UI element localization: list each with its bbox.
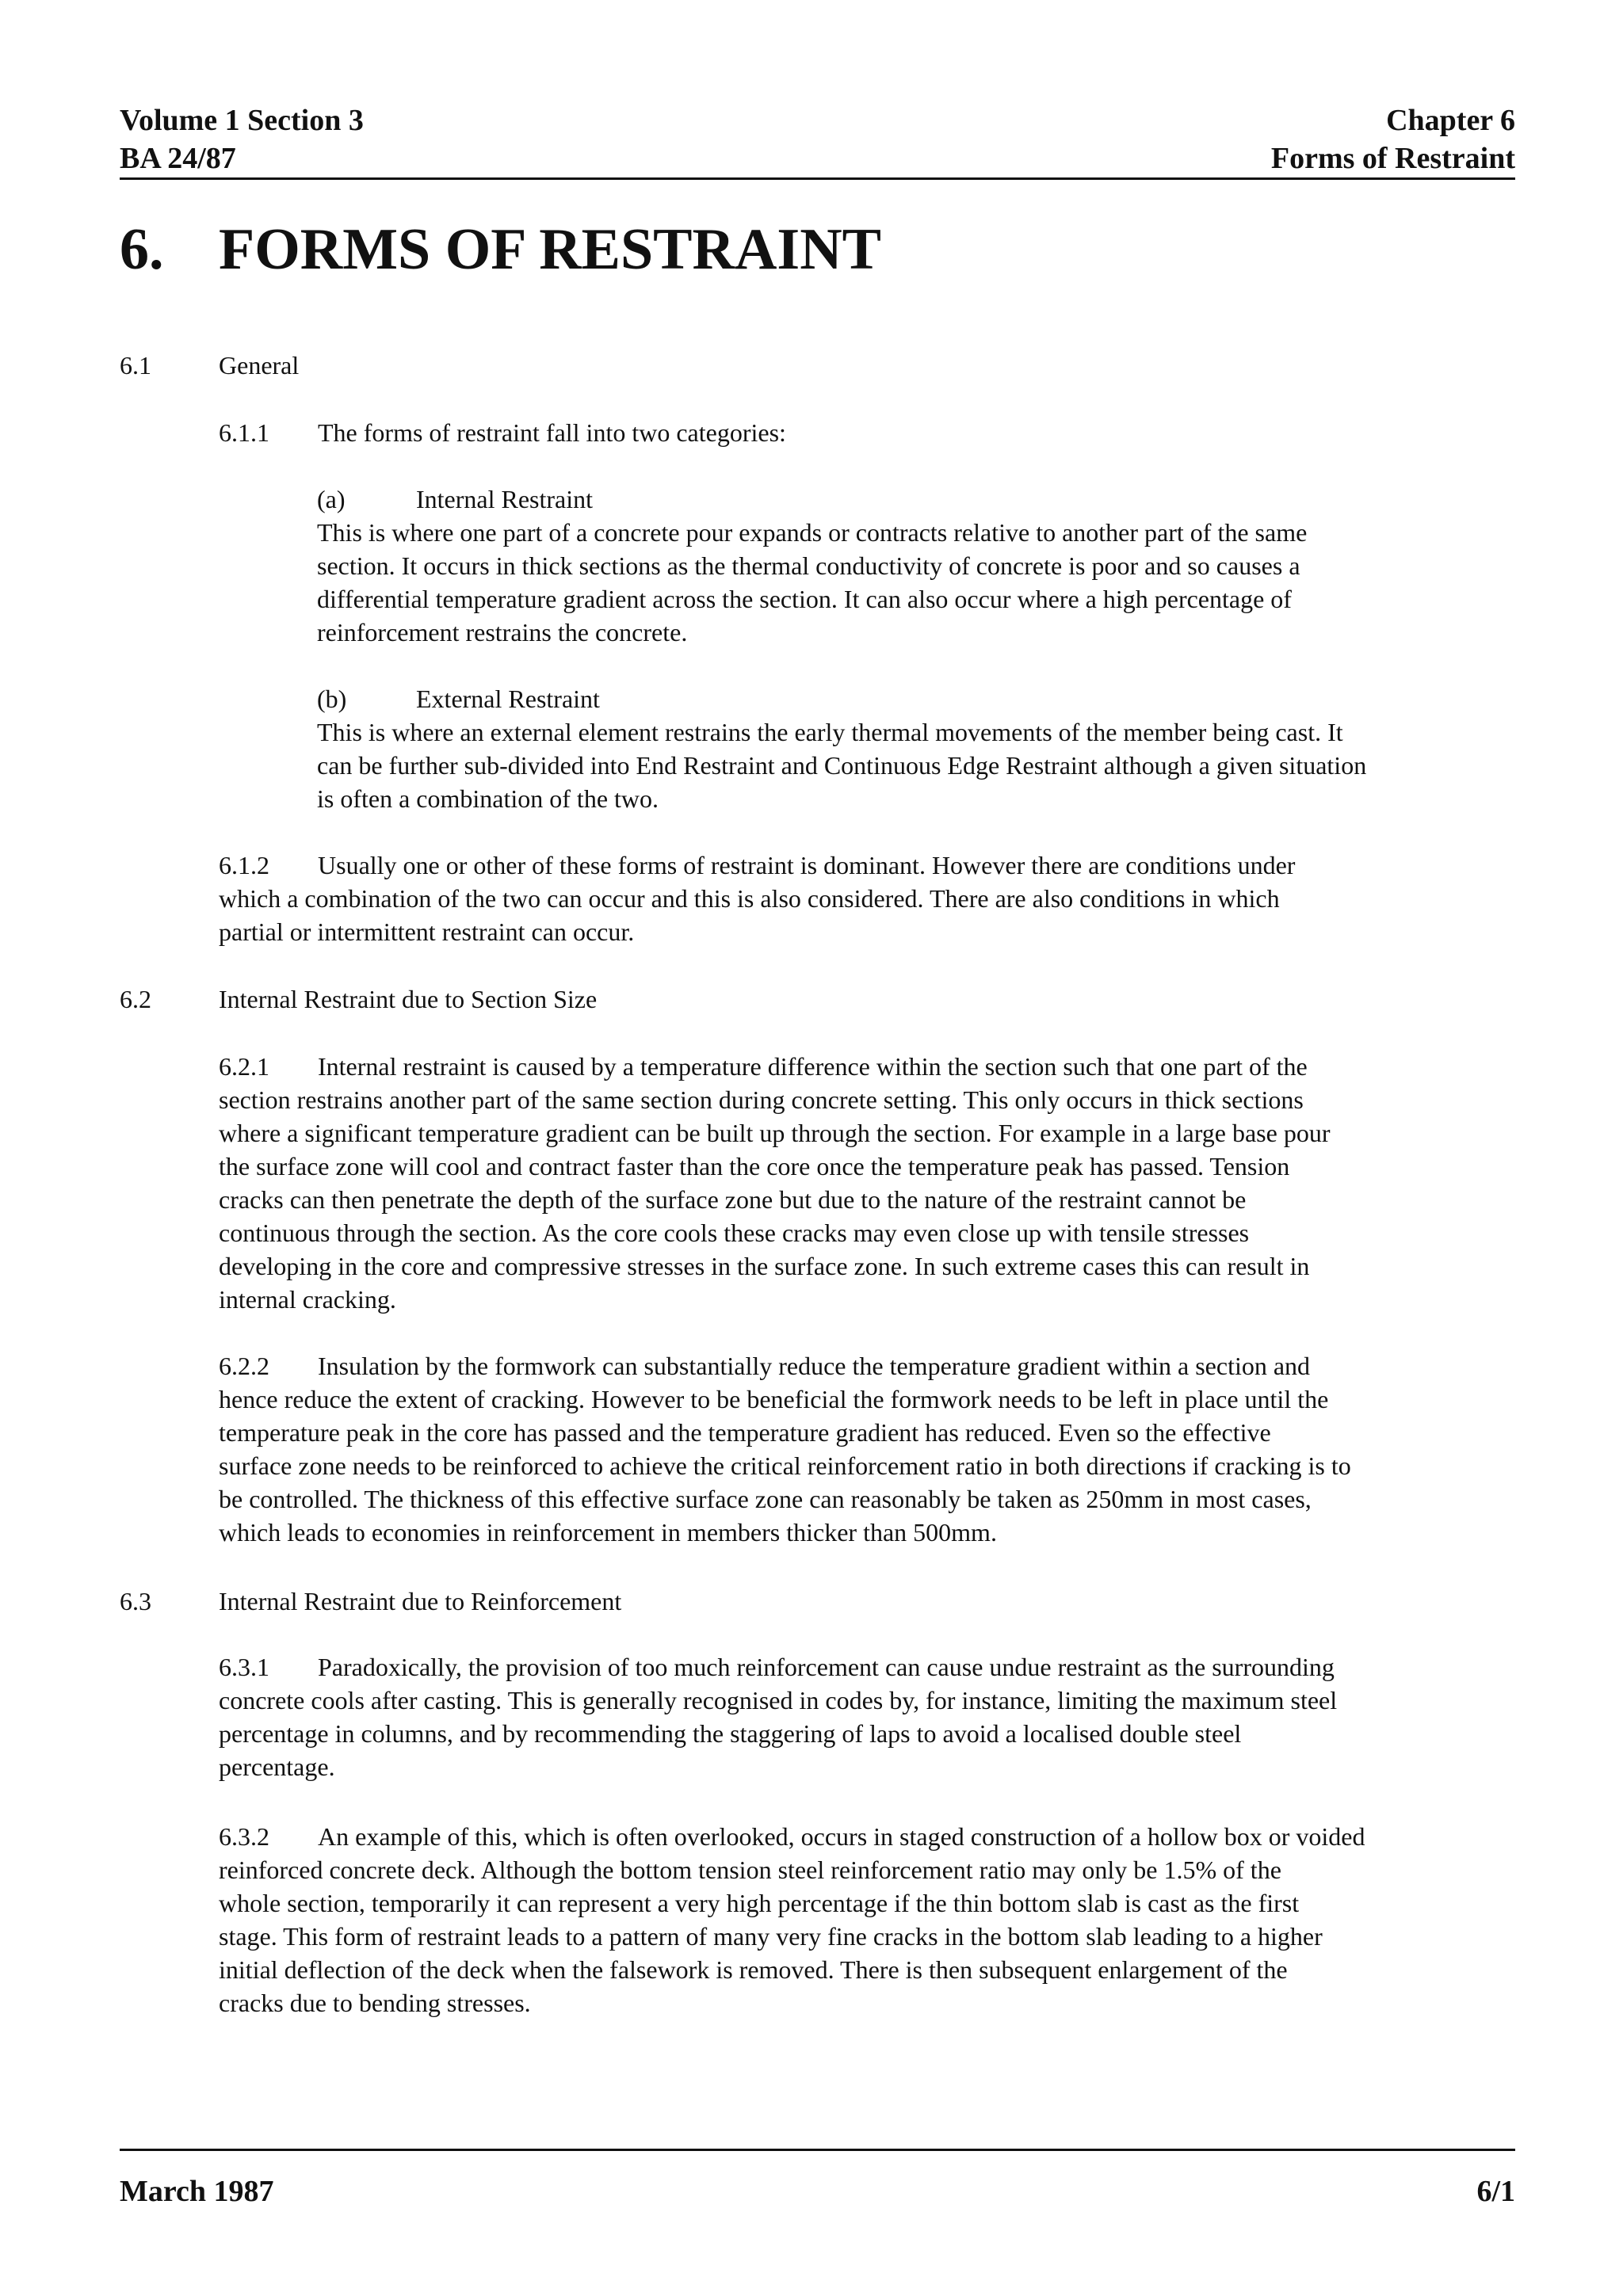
paragraph-6-3-2	[219, 1820, 1515, 2019]
section-title: Internal Restraint due to Section Size	[219, 985, 598, 1013]
paragraph-text: An example of this, which is often overlooked, occurs in staged construction of a hollow box or voided	[318, 1822, 1365, 1851]
text-line: which a combination of the two can occur and this is also considered. There are also conditions in which	[219, 884, 1280, 913]
paragraph-6-2-2	[219, 1349, 1515, 1549]
text-line: which leads to economies in reinforcement in members thicker than 500mm.	[219, 1518, 997, 1547]
category-heading: Internal Restraint	[416, 485, 594, 513]
header-left	[120, 101, 364, 177]
text-line: developing in the core and compressive stresses in the surface zone. In such extreme cases this can result in	[219, 1252, 1310, 1280]
paragraph-text: Internal restraint is caused by a temperature difference within the section such that one part of the	[318, 1052, 1308, 1081]
paragraph-text: Insulation by the formwork can substantially reduce the temperature gradient within a section and	[318, 1352, 1311, 1380]
text-line: section. It occurs in thick sections as the thermal conductivity of concrete is poor and so causes a	[317, 551, 1300, 580]
header-chapter-title: Forms of Restraint	[1270, 142, 1515, 175]
text-line: can be further sub-divided into End Restraint and Continuous Edge Restraint although a given situation	[317, 751, 1367, 780]
chapter-title: FORMS OF RESTRAINT	[219, 217, 882, 282]
section-heading-6-3	[120, 1585, 621, 1618]
header-right	[1271, 101, 1515, 177]
paragraph-number: 6.3.2	[219, 1822, 269, 1851]
text-line: reinforcement restrains the concrete.	[317, 618, 688, 646]
text-line: stage. This form of restraint leads to a pattern of many very fine cracks in the bottom slab leading to a higher	[219, 1922, 1323, 1951]
paragraph-text: The forms of restraint fall into two categories:	[318, 418, 786, 447]
text-line: be controlled. The thickness of this effective surface zone can reasonably be taken as 250mm in most cases,	[219, 1485, 1312, 1513]
text-line: internal cracking.	[219, 1285, 396, 1314]
section-heading-6-1	[120, 349, 299, 382]
category-letter: (b)	[317, 685, 347, 713]
page-header	[120, 101, 1515, 180]
text-line: percentage.	[219, 1753, 335, 1781]
paragraph-number: 6.1.2	[219, 851, 269, 879]
text-line: partial or intermittent restraint can occur.	[219, 917, 635, 946]
paragraph-6-3-1	[219, 1650, 1515, 1783]
section-number: 6.3	[120, 1587, 151, 1615]
text-line: This is where one part of a concrete pour expands or contracts relative to another part of the same	[317, 518, 1308, 547]
text-line: initial deflection of the deck when the falsework is removed. There is then subsequent enlargement of the	[219, 1955, 1288, 1984]
document-page	[120, 0, 1515, 2296]
text-line: is often a combination of the two.	[317, 784, 659, 813]
category-a-internal-restraint	[317, 482, 1515, 649]
text-line: where a significant temperature gradient can be built up through the section. For example in a large base pour	[219, 1119, 1331, 1147]
header-chapter: Chapter 6	[1386, 104, 1515, 137]
chapter-number: 6.	[120, 217, 164, 282]
text-line: cracks due to bending stresses.	[219, 1989, 531, 2017]
text-line: reinforced concrete deck. Although the bottom tension steel reinforcement ratio may only be 1.5% of the	[219, 1855, 1281, 1884]
footer-divider	[120, 2149, 1515, 2151]
header-volume-section: Volume 1 Section 3	[120, 104, 364, 137]
section-number: 6.1	[120, 351, 151, 379]
text-line: temperature peak in the core has passed and the temperature gradient has reduced. Even so the effective	[219, 1418, 1271, 1447]
text-line: concrete cools after casting. This is generally recognised in codes by, for instance, limiting the maximum steel	[219, 1686, 1338, 1714]
text-line: This is where an external element restrains the early thermal movements of the member being cast. It	[317, 718, 1343, 746]
paragraph-number: 6.1.1	[219, 418, 269, 447]
paragraph-text: Paradoxically, the provision of too much reinforcement can cause undue restraint as the surrounding	[318, 1653, 1335, 1681]
text-line: differential temperature gradient across the section. It can also occur where a high percentage of	[317, 585, 1292, 613]
category-heading: External Restraint	[416, 685, 600, 713]
section-title: General	[219, 351, 300, 379]
footer-date: March 1987	[120, 2175, 274, 2208]
paragraph-number: 6.2.2	[219, 1352, 269, 1380]
chapter-heading	[120, 214, 881, 285]
text-line: percentage in columns, and by recommending the staggering of laps to avoid a localised double steel	[219, 1719, 1242, 1748]
paragraph-number: 6.2.1	[219, 1052, 269, 1081]
text-line: continuous through the section. As the core cools these cracks may even close up with tensile stresses	[219, 1219, 1250, 1247]
section-heading-6-2	[120, 982, 597, 1016]
paragraph-6-1-1	[219, 416, 1515, 449]
text-line: section restrains another part of the same section during concrete setting. This only occurs in thick sections	[219, 1085, 1304, 1114]
text-line: surface zone needs to be reinforced to achieve the critical reinforcement ratio in both directions if cracking is to	[219, 1451, 1351, 1480]
text-line: cracks can then penetrate the depth of the surface zone but due to the nature of the restraint cannot be	[219, 1185, 1247, 1214]
paragraph-6-1-2	[219, 849, 1515, 948]
category-b-external-restraint	[317, 682, 1515, 815]
page-number: 6/1	[1476, 2175, 1515, 2208]
section-number: 6.2	[120, 985, 151, 1013]
category-letter: (a)	[317, 485, 346, 513]
paragraph-number: 6.3.1	[219, 1653, 269, 1681]
paragraph-6-2-1	[219, 1050, 1515, 1316]
paragraph-text: Usually one or other of these forms of restraint is dominant. However there are conditions under	[318, 851, 1296, 879]
text-line: the surface zone will cool and contract faster than the core once the temperature peak has passed. Tension	[219, 1152, 1290, 1180]
text-line: whole section, temporarily it can represent a very high percentage if the thin bottom slab is cast as the first	[219, 1889, 1300, 1917]
section-title: Internal Restraint due to Reinforcement	[219, 1587, 622, 1615]
text-line: hence reduce the extent of cracking. However to be beneficial the formwork needs to be left in place until the	[219, 1385, 1329, 1413]
header-document-code: BA 24/87	[120, 142, 236, 175]
